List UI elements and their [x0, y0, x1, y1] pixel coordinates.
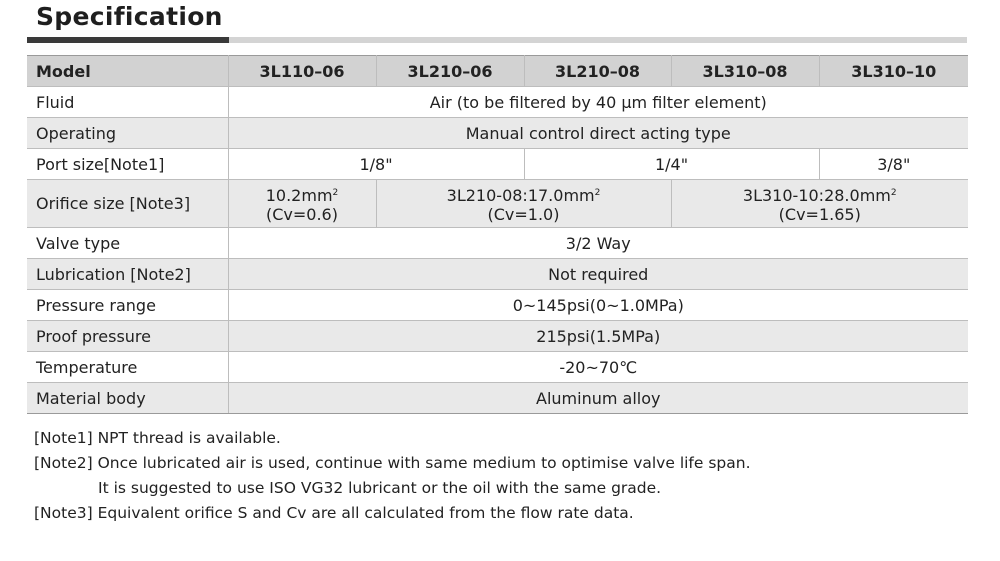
operating-label: Operating: [27, 118, 228, 149]
orifice-size-label: Orifice size [Note3]: [27, 180, 228, 228]
table-row-temperature: [27, 352, 968, 383]
table-row-orifice-size: [27, 180, 968, 228]
table-row-proof-pressure: [27, 321, 968, 352]
material-body-label: Material body: [27, 383, 228, 414]
pressure-range-value: 0~145psi(0~1.0MPa): [228, 290, 968, 321]
operating-value: Manual control direct acting type: [228, 118, 968, 149]
port-size-value-3-8: 3/8": [819, 149, 968, 180]
table-row-valve-type: [27, 228, 968, 259]
table-row-lubrication: [27, 259, 968, 290]
valve-type-value: 3/2 Way: [228, 228, 968, 259]
orifice-cv-value: (Cv=0.6): [266, 204, 338, 224]
temperature-value: -20~70℃: [228, 352, 968, 383]
port-size-value-1-8: 1/8": [228, 149, 524, 180]
lubrication-label: Lubrication [Note2]: [27, 259, 228, 290]
port-size-label: Port size[Note1]: [27, 149, 228, 180]
superscript: 2: [332, 187, 339, 198]
fluid-label: Fluid: [27, 87, 228, 118]
port-size-value-1-4: 1/4": [524, 149, 819, 180]
table-row-pressure-range: [27, 290, 968, 321]
note-2-continuation: It is suggested to use ISO VG32 lubricant or the oil with the same grade.: [98, 479, 662, 497]
material-body-value: Aluminum alloy: [228, 383, 968, 414]
orifice-cv-value: (Cv=1.0): [487, 204, 560, 224]
table-row-material-body: [27, 383, 968, 414]
orifice-size-value: 3L210-08:17.0mm: [446, 185, 595, 205]
page-title: Specification: [36, 2, 223, 31]
orifice-size-cell-3: [671, 180, 968, 228]
header-model-3l110-06: 3L110–06: [228, 56, 376, 87]
orifice-size-value: 10.2mm: [265, 185, 333, 205]
title-underline-accent: [27, 37, 229, 43]
note-3: [Note3] Equivalent orifice S and Cv are all calculated from the flow rate data.: [34, 504, 634, 522]
table-header-row: [27, 56, 968, 87]
proof-pressure-label: Proof pressure: [27, 321, 228, 352]
orifice-cv-value: (Cv=1.65): [778, 204, 861, 224]
superscript: 2: [594, 187, 601, 198]
proof-pressure-value: 215psi(1.5MPa): [228, 321, 968, 352]
fluid-value: Air (to be filtered by 40 μm filter element): [228, 87, 968, 118]
table-row-operating: [27, 118, 968, 149]
header-model-3l310-10: 3L310–10: [819, 56, 968, 87]
note-1: [Note1] NPT thread is available.: [34, 429, 281, 447]
header-model-3l310-08: 3L310–08: [671, 56, 819, 87]
orifice-size-value: 3L310-10:28.0mm: [742, 185, 891, 205]
lubrication-value: Not required: [228, 259, 968, 290]
table-row-fluid: [27, 87, 968, 118]
table-row-port-size: [27, 149, 968, 180]
orifice-size-cell-2: [376, 180, 671, 228]
orifice-size-cell-1: [228, 180, 376, 228]
specification-table: [27, 55, 968, 414]
superscript: 2: [890, 187, 897, 198]
header-model-3l210-08: 3L210–08: [524, 56, 671, 87]
temperature-label: Temperature: [27, 352, 228, 383]
pressure-range-label: Pressure range: [27, 290, 228, 321]
footnotes: [34, 426, 751, 526]
header-model-3l210-06: 3L210–06: [376, 56, 524, 87]
valve-type-label: Valve type: [27, 228, 228, 259]
note-2: [Note2] Once lubricated air is used, continue with same medium to optimise valve life span.: [34, 454, 751, 472]
header-model-label: Model: [27, 56, 228, 87]
